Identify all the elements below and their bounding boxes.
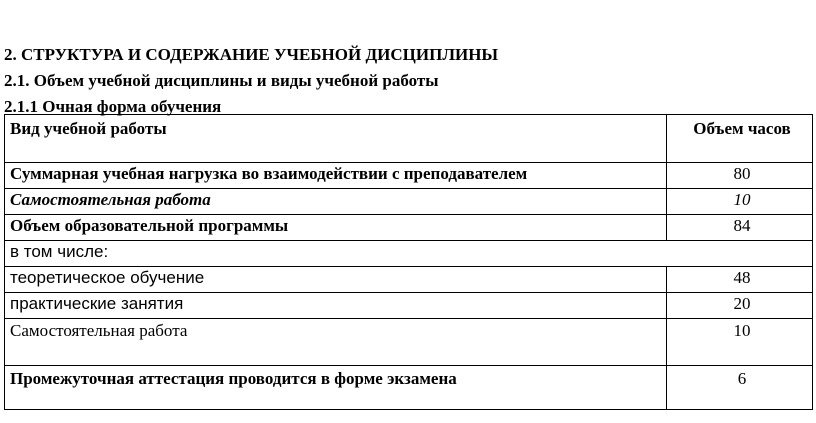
table-row: [5, 215, 813, 241]
row-label: Самостоятельная работа: [5, 189, 667, 215]
table-row: [5, 267, 813, 293]
header-hours: Объем часов: [667, 115, 813, 163]
table-row: [5, 319, 813, 366]
row-label: Суммарная учебная нагрузка во взаимодействии с преподавателем: [5, 163, 667, 189]
row-label: Промежуточная аттестация проводится в форме экзамена: [5, 366, 667, 410]
table-row: [5, 189, 813, 215]
row-value: 80: [667, 163, 813, 189]
table-row: [5, 366, 813, 410]
row-value: 10: [667, 319, 813, 366]
row-label: Объем образовательной программы: [5, 215, 667, 241]
table-header-row: [5, 115, 813, 163]
subsection-title: 2.1.1 Очная форма обучения: [4, 97, 222, 116]
row-value: 48: [667, 267, 813, 293]
section-title: 2. СТРУКТУРА И СОДЕРЖАНИЕ УЧЕБНОЙ ДИСЦИПЛИНЫ: [4, 45, 499, 64]
row-value: 6: [667, 366, 813, 410]
row-value: 20: [667, 293, 813, 319]
header-work-type: Вид учебной работы: [5, 115, 667, 163]
section-subtitle: 2.1. Объем учебной дисциплины и виды учебной работы: [4, 71, 439, 90]
table-row: [5, 293, 813, 319]
row-label: практические занятия: [5, 293, 667, 319]
row-value: 10: [667, 189, 813, 215]
row-label: Самостоятельная работа: [5, 319, 667, 366]
table-row: [5, 163, 813, 189]
row-value: 84: [667, 215, 813, 241]
row-label: теоретическое обучение: [5, 267, 667, 293]
row-label: в том числе:: [5, 241, 813, 267]
table-row: [5, 241, 813, 267]
study-hours-table: [4, 114, 813, 410]
